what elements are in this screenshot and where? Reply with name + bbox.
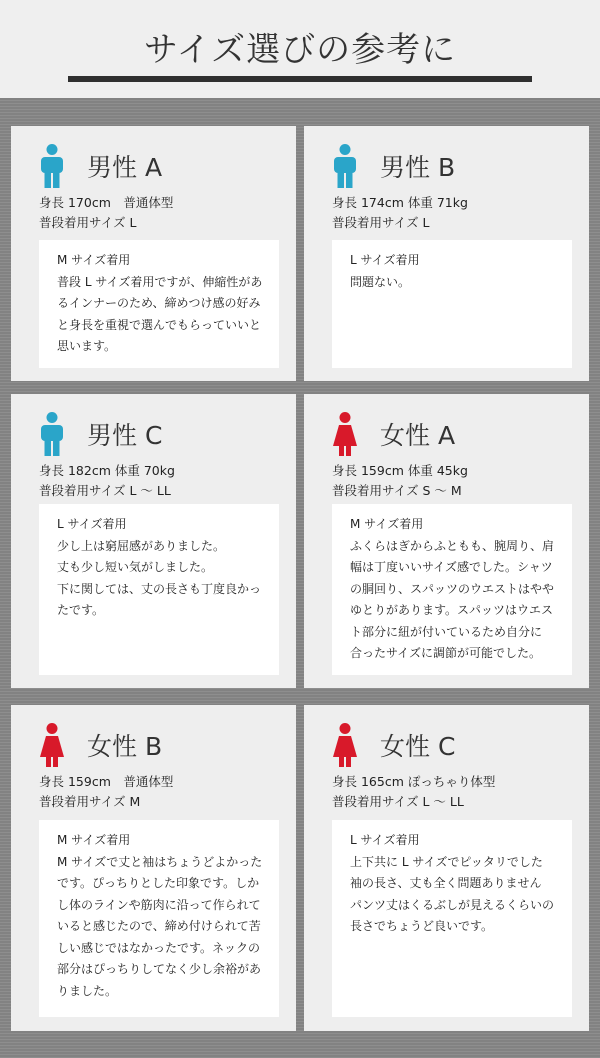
note-line: いると感じたので、締め付けられて苦 (57, 919, 261, 933)
stats-usual-size: 普段着用サイズ L 〜 LL (39, 483, 171, 498)
stats-body: 身長 170cm 普通体型 (39, 195, 174, 210)
note-line: りました。 (57, 983, 118, 998)
note-line: るインナーのため、締めつけ感の好み (57, 296, 261, 310)
female-figure-icon (332, 412, 358, 456)
card-note (332, 240, 572, 368)
size-card-male-c (11, 394, 296, 688)
card-stats (332, 461, 468, 501)
card-title: 男性 C (87, 421, 163, 450)
note-line: 丈も少し短い気がしました。 (57, 560, 214, 574)
size-card-female-a (304, 394, 589, 688)
note-line: 袖の長さ、丈も全く問題ありません (350, 876, 542, 890)
note-line: M サイズ着用 (350, 517, 424, 531)
stats-usual-size: 普段着用サイズ M (39, 794, 141, 809)
card-title: 女性 B (87, 732, 163, 761)
note-line: ふくらはぎからふともも、腕周り、肩 (350, 538, 555, 553)
card-title-row (39, 723, 279, 767)
note-line: と身長を重視で選んでもらっていいと (57, 317, 262, 332)
size-card-female-c (304, 705, 589, 1031)
note-line: です。ぴっちりとした印象です。しか (57, 876, 260, 890)
note-line: M サイズで丈と袖はちょうどよかった (57, 854, 263, 869)
note-line: L サイズ着用 (350, 833, 420, 847)
card-title: 男性 B (380, 153, 456, 182)
note-line: たです。 (57, 603, 105, 617)
stats-usual-size: 普段着用サイズ L 〜 LL (332, 794, 464, 809)
note-line: パンツ丈はくるぶしが見えるくらいの (350, 897, 555, 912)
note-line: 下に関しては、丈の長さも丁度良かっ (57, 581, 262, 596)
size-card-male-a (11, 126, 296, 381)
note-line: L サイズ着用 (350, 253, 420, 267)
note-line: L サイズ着用 (57, 517, 127, 531)
card-stats (39, 772, 173, 812)
note-line: 長さでちょうど良いです。 (350, 919, 494, 933)
card-stats (332, 772, 495, 812)
card-note (332, 504, 572, 675)
stats-usual-size: 普段着用サイズ L (332, 215, 430, 230)
title-underline (68, 76, 532, 82)
note-line: ゆとりがあります。スパッツはウエス (350, 603, 554, 617)
card-title-row (39, 412, 279, 456)
note-line: 部分はぴっちりしてなく少し余裕があ (57, 962, 262, 976)
card-title-row (332, 412, 572, 456)
card-title: 女性 C (380, 732, 456, 761)
note-line: M サイズ着用 (57, 833, 131, 847)
female-figure-icon (39, 723, 65, 767)
note-line: 合ったサイズに調節が可能でした。 (350, 646, 542, 660)
note-line: 普段 L サイズ着用ですが、伸縮性があ (57, 274, 263, 289)
female-figure-icon (332, 723, 358, 767)
male-figure-icon (39, 144, 65, 188)
note-line: しい感じではなかったです。ネックの (57, 940, 261, 955)
card-stats (39, 461, 175, 501)
note-line: 上下共に L サイズでピッタリでした (350, 854, 543, 869)
card-note (39, 240, 279, 368)
size-card-male-b (304, 126, 589, 381)
note-line: 少し上は窮屈感がありました。 (57, 538, 226, 553)
card-stats (332, 193, 468, 233)
card-note (39, 820, 279, 1017)
male-figure-icon (332, 144, 358, 188)
stats-body: 身長 159cm 体重 45kg (332, 463, 468, 478)
stats-body: 身長 174cm 体重 71kg (332, 195, 468, 210)
size-card-female-b (11, 705, 296, 1031)
card-note (39, 504, 279, 675)
note-line: M サイズ着用 (57, 253, 131, 267)
card-title-row (332, 144, 572, 188)
stats-body: 身長 159cm 普通体型 (39, 774, 174, 789)
note-line: 思います。 (57, 339, 117, 353)
card-title: 男性 A (87, 153, 163, 182)
header (0, 0, 600, 98)
stats-usual-size: 普段着用サイズ L (39, 215, 137, 230)
card-title-row (39, 144, 279, 188)
note-line: 問題ない。 (350, 274, 411, 289)
note-line: し体のラインや筋肉に沿って作られて (57, 897, 261, 912)
male-figure-icon (39, 412, 65, 456)
card-title-row (332, 723, 572, 767)
page-title: サイズ選びの参考に (143, 30, 457, 70)
stats-body: 身長 182cm 体重 70kg (39, 463, 175, 478)
stats-body: 身長 165cm ぽっちゃり体型 (332, 774, 496, 789)
note-line: 幅は丁度いいサイズ感でした。シャツ (350, 560, 553, 574)
note-line: の胴回り、スパッツのウエストはやや (350, 581, 555, 596)
note-line: ト部分に紐が付いているため自分に (350, 624, 543, 639)
card-title: 女性 A (380, 421, 456, 450)
stats-usual-size: 普段着用サイズ S 〜 M (332, 483, 462, 498)
card-stats (39, 193, 173, 233)
card-note (332, 820, 572, 1017)
